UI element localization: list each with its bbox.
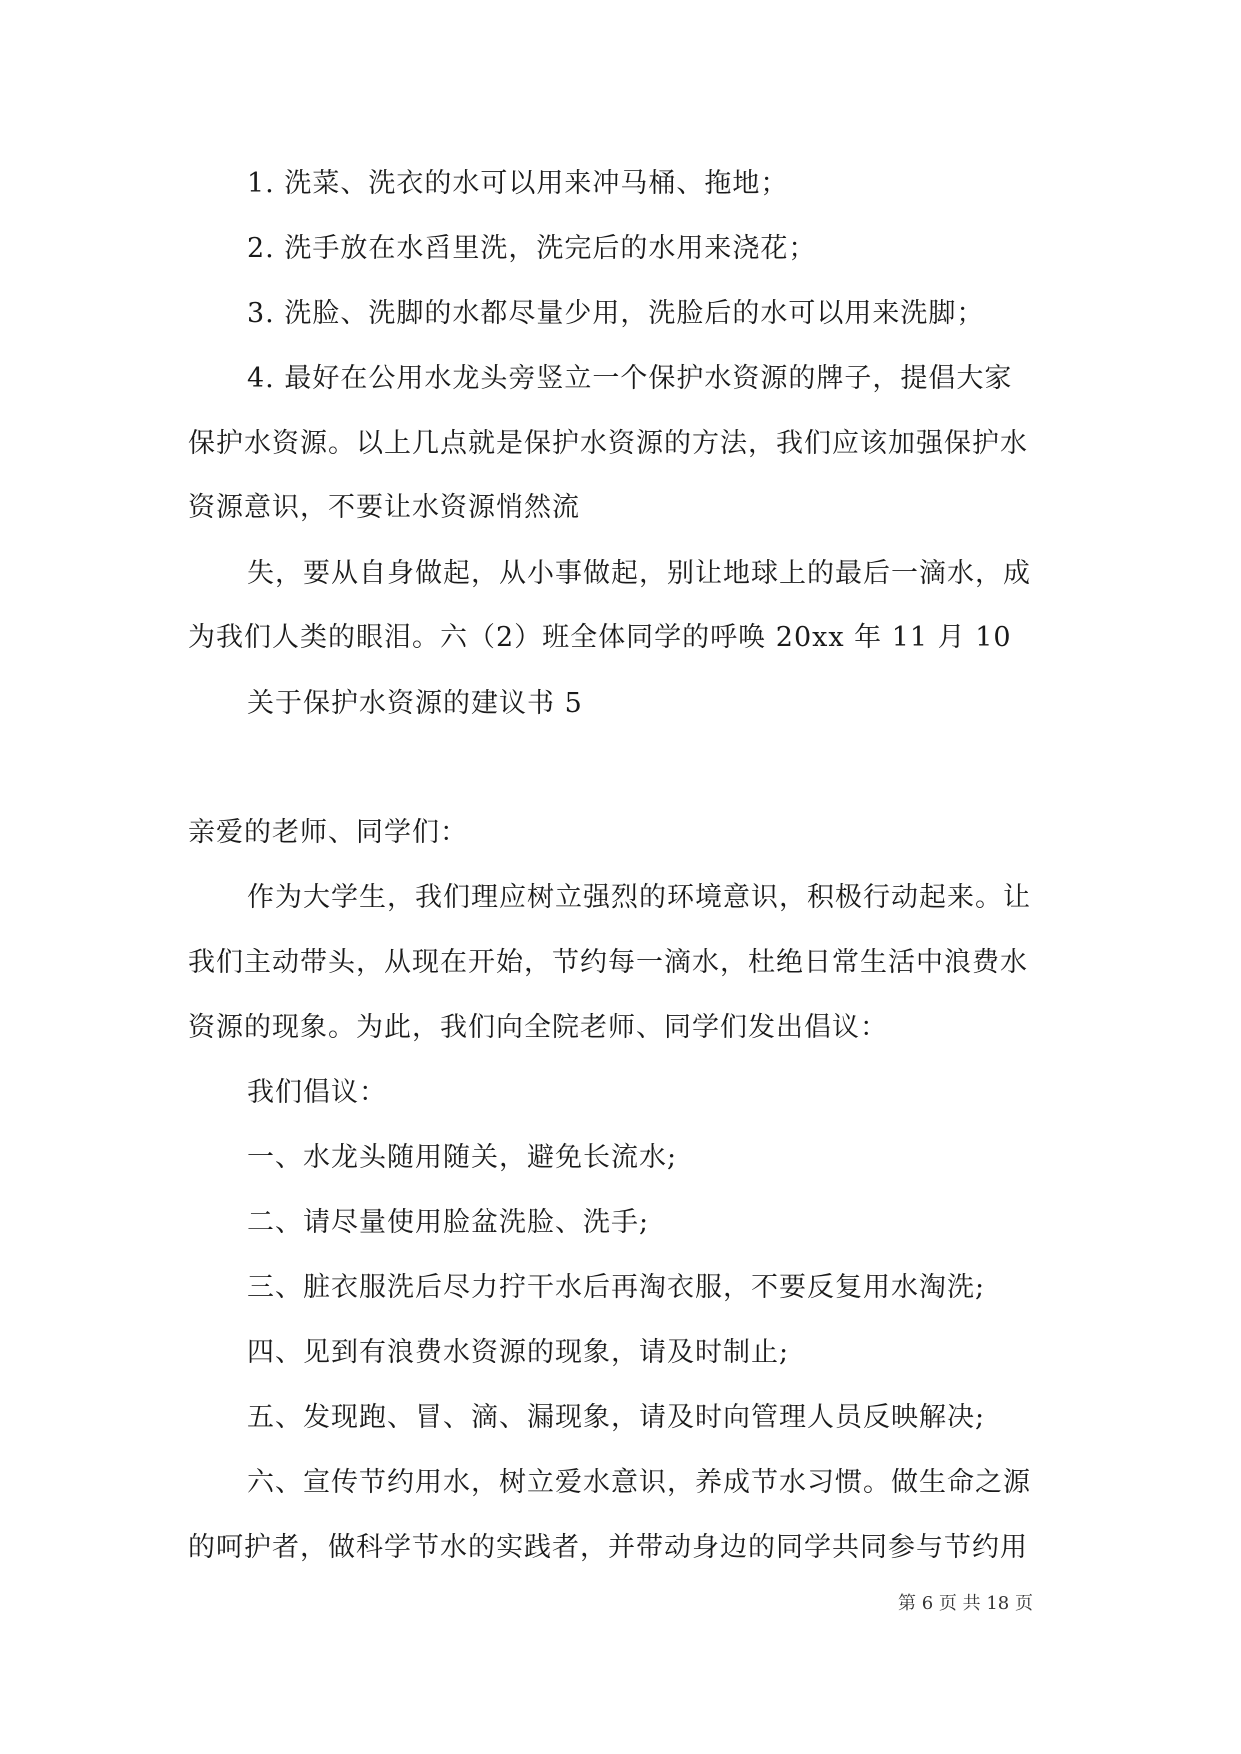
paragraph-line: 资源的现象。为此，我们向全院老师、同学们发出倡议： [188, 1012, 888, 1043]
paragraph-line: 为我们人类的眼泪。六（2）班全体同学的呼唤 20xx 年 11 月 10 [188, 622, 1012, 653]
paragraph-line: 失，要从自身做起，从小事做起，别让地球上的最后一滴水，成 [247, 558, 1031, 589]
proposal-item-2: 二、请尽量使用脸盆洗脸、洗手; [247, 1207, 650, 1238]
paragraph-line: 我们主动带头，从现在开始，节约每一滴水，杜绝日常生活中浪费水 [188, 947, 1028, 978]
section-heading: 关于保护水资源的建议书 5 [247, 688, 583, 719]
page-number-footer: 第 6 页 共 18 页 [898, 1593, 1033, 1614]
proposal-item-4: 四、见到有浪费水资源的现象，请及时制止; [247, 1337, 790, 1368]
paragraph-line: 的呵护者，做科学节水的实践者，并带动身边的同学共同参与节约用 [188, 1532, 1028, 1563]
paragraph-line: 作为大学生，我们理应树立强烈的环境意识，积极行动起来。让 [247, 882, 1031, 913]
proposal-heading: 我们倡议： [247, 1077, 387, 1108]
proposal-item-3: 三、脏衣服洗后尽力拧干水后再淘衣服，不要反复用水淘洗; [247, 1272, 986, 1303]
paragraph-line: 保护水资源。以上几点就是保护水资源的方法，我们应该加强保护水 [188, 428, 1028, 459]
list-item-1: 1. 洗菜、洗衣的水可以用来冲马桶、拖地； [247, 168, 789, 199]
proposal-item-1: 一、水龙头随用随关，避免长流水; [247, 1142, 678, 1173]
salutation: 亲爱的老师、同学们： [188, 817, 468, 848]
proposal-item-6: 六、宣传节约用水，树立爱水意识，养成节水习惯。做生命之源 [247, 1467, 1031, 1498]
paragraph-line: 资源意识，不要让水资源悄然流 [188, 492, 580, 523]
list-item-4: 4. 最好在公用水龙头旁竖立一个保护水资源的牌子，提倡大家 [247, 363, 1013, 394]
list-item-3: 3. 洗脸、洗脚的水都尽量少用，洗脸后的水可以用来洗脚； [247, 298, 985, 329]
proposal-item-5: 五、发现跑、冒、滴、漏现象，请及时向管理人员反映解决; [247, 1402, 986, 1433]
list-item-2: 2. 洗手放在水舀里洗，洗完后的水用来浇花； [247, 233, 817, 264]
